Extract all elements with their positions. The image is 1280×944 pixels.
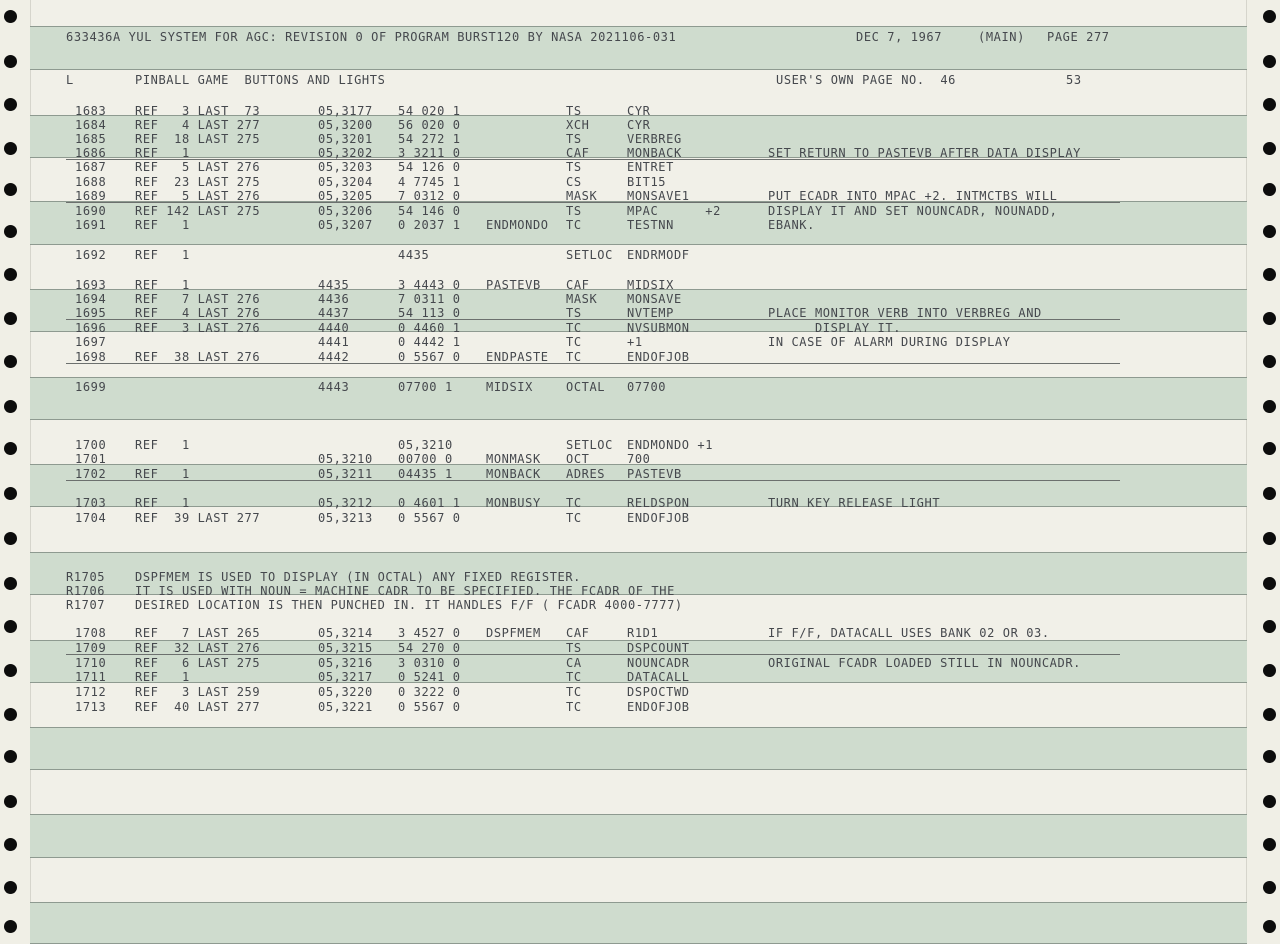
row-octal-code: 0 3222 0 [398, 685, 461, 699]
row-address: 05,3210 [318, 452, 373, 466]
row-ref-info: REF 5 LAST 276 [135, 160, 261, 174]
row-line-number: 1696 [75, 321, 107, 335]
tractor-hole [4, 442, 17, 455]
row-opcode: TC [566, 350, 582, 364]
remark-text: DESIRED LOCATION IS THEN PUNCHED IN. IT HANDLES F/F ( FCADR 4000-7777) [135, 598, 683, 612]
row-address: 05,3212 [318, 496, 373, 510]
row-line-number: 1711 [75, 670, 107, 684]
header-date: DEC 7, 1967 [856, 30, 943, 44]
row-operand: MONSAVE1 [627, 189, 690, 203]
row-opcode: TS [566, 104, 582, 118]
row-address: 05,3217 [318, 670, 373, 684]
row-label: ENDMONDO [486, 218, 549, 232]
row-ref-info: REF 7 LAST 276 [135, 292, 261, 306]
header-main: (MAIN) [978, 30, 1025, 44]
row-octal-code: 7 0311 0 [398, 292, 461, 306]
row-address: 05,3211 [318, 467, 373, 481]
row-label: MONBUSY [486, 496, 541, 510]
row-operand: CYR [627, 104, 651, 118]
row-opcode: OCTAL [566, 380, 606, 394]
tractor-hole [1263, 532, 1276, 545]
row-operand: 07700 [627, 380, 667, 394]
row-operand: MONBACK [627, 146, 682, 160]
row-line-number: 1702 [75, 467, 107, 481]
row-ref-info: REF 1 [135, 670, 190, 684]
row-operand: DSPCOUNT [627, 641, 690, 655]
row-octal-code: 0 2037 1 [398, 218, 461, 232]
row-comment: IF F/F, DATACALL USES BANK 02 OR 03. [768, 626, 1050, 640]
tractor-hole [4, 532, 17, 545]
tractor-hole [4, 620, 17, 633]
row-comment: DISPLAY IT. [768, 321, 902, 335]
row-ref-info: REF 1 [135, 438, 190, 452]
tractor-hole [4, 795, 17, 808]
subheader-user-page: USER'S OWN PAGE NO. 46 [776, 73, 956, 87]
row-opcode: TS [566, 306, 582, 320]
row-ref-info: REF 3 LAST 276 [135, 321, 261, 335]
tractor-hole [1263, 312, 1276, 325]
row-line-number: 1701 [75, 452, 107, 466]
row-comment: PLACE MONITOR VERB INTO VERBREG AND [768, 306, 1042, 320]
row-operand: PASTEVB [627, 467, 682, 481]
row-operand: 700 [627, 452, 651, 466]
tractor-hole [1263, 708, 1276, 721]
row-opcode: OCT [566, 452, 590, 466]
row-line-number: 1709 [75, 641, 107, 655]
row-address: 05,3214 [318, 626, 373, 640]
tractor-hole [1263, 10, 1276, 23]
tractor-hole [1263, 750, 1276, 763]
row-operand: ENDOFJOB [627, 700, 690, 714]
row-opcode: CA [566, 656, 582, 670]
tractor-hole [4, 708, 17, 721]
row-line-number: 1684 [75, 118, 107, 132]
row-comment: IN CASE OF ALARM DURING DISPLAY [768, 335, 1011, 349]
row-ref-info: REF 38 LAST 276 [135, 350, 261, 364]
row-opcode: TS [566, 641, 582, 655]
print-underline [66, 319, 1120, 320]
row-comment: EBANK. [768, 218, 815, 232]
tractor-hole [1263, 838, 1276, 851]
row-operand: NVTEMP [627, 306, 674, 320]
row-address: 4440 [318, 321, 350, 335]
row-ref-info: REF 3 LAST 73 [135, 104, 261, 118]
row-comment: ORIGINAL FCADR LOADED STILL IN NOUNCADR. [768, 656, 1081, 670]
row-comment: SET RETURN TO PASTEVB AFTER DATA DISPLAY [768, 146, 1081, 160]
row-address: 4437 [318, 306, 350, 320]
row-address: 05,3220 [318, 685, 373, 699]
tractor-hole [1263, 355, 1276, 368]
subheader-num: 53 [1066, 73, 1082, 87]
row-opcode: TS [566, 160, 582, 174]
row-octal-code: 05,3210 [398, 438, 453, 452]
row-octal-code: 0 5567 0 [398, 350, 461, 364]
row-operand: MONSAVE [627, 292, 682, 306]
row-octal-code: 7 0312 0 [398, 189, 461, 203]
row-line-number: 1699 [75, 380, 107, 394]
row-line-number: 1687 [75, 160, 107, 174]
row-address: 4441 [318, 335, 350, 349]
row-line-number: 1694 [75, 292, 107, 306]
tractor-hole [1263, 620, 1276, 633]
row-opcode: TC [566, 496, 582, 510]
row-opcode: MASK [566, 292, 598, 306]
row-opcode: CS [566, 175, 582, 189]
row-address: 4442 [318, 350, 350, 364]
row-line-number: 1713 [75, 700, 107, 714]
row-address: 05,3177 [318, 104, 373, 118]
row-comment: DISPLAY IT AND SET NOUNCADR, NOUNADD, [768, 204, 1058, 218]
tractor-hole [1263, 920, 1276, 933]
row-octal-code: 0 4442 1 [398, 335, 461, 349]
left-tractor-holes [0, 0, 28, 944]
row-address: 05,3206 [318, 204, 373, 218]
remark-text: DSPFMEM IS USED TO DISPLAY (IN OCTAL) ANY FIXED REGISTER. [135, 570, 582, 584]
print-underline [66, 363, 1120, 364]
right-tractor-holes [1252, 0, 1280, 944]
row-opcode: TC [566, 218, 582, 232]
row-line-number: 1708 [75, 626, 107, 640]
tractor-hole [1263, 400, 1276, 413]
row-octal-code: 0 4460 1 [398, 321, 461, 335]
row-operand: ENTRET [627, 160, 674, 174]
row-address: 4435 [318, 278, 350, 292]
tractor-hole [1263, 664, 1276, 677]
row-operand: +1 [627, 335, 643, 349]
row-octal-code: 04435 1 [398, 467, 453, 481]
row-opcode: TC [566, 511, 582, 525]
row-line-number: 1685 [75, 132, 107, 146]
row-label: MIDSIX [486, 380, 533, 394]
row-address: 4443 [318, 380, 350, 394]
row-ref-info: REF 1 [135, 248, 190, 262]
remark-number: R1707 [66, 598, 106, 612]
row-address: 05,3201 [318, 132, 373, 146]
row-line-number: 1690 [75, 204, 107, 218]
row-operand: ENDRMODF [627, 248, 690, 262]
tractor-hole [4, 98, 17, 111]
tractor-hole [1263, 268, 1276, 281]
row-operand: MPAC +2 [627, 204, 721, 218]
row-octal-code: 3 4443 0 [398, 278, 461, 292]
row-opcode: MASK [566, 189, 598, 203]
row-octal-code: 3 0310 0 [398, 656, 461, 670]
row-octal-code: 54 272 1 [398, 132, 461, 146]
row-opcode: SETLOC [566, 248, 613, 262]
row-line-number: 1683 [75, 104, 107, 118]
row-opcode: TS [566, 132, 582, 146]
row-address: 05,3203 [318, 160, 373, 174]
subheader-l: L [66, 73, 74, 87]
row-octal-code: 0 5567 0 [398, 700, 461, 714]
row-address: 05,3205 [318, 189, 373, 203]
row-ref-info: REF 6 LAST 275 [135, 656, 261, 670]
row-operand: ENDOFJOB [627, 511, 690, 525]
tractor-hole [1263, 881, 1276, 894]
row-operand: DSPOCTWD [627, 685, 690, 699]
row-address: 05,3221 [318, 700, 373, 714]
row-opcode: XCH [566, 118, 590, 132]
row-line-number: 1688 [75, 175, 107, 189]
row-octal-code: 07700 1 [398, 380, 453, 394]
tractor-hole [4, 487, 17, 500]
row-line-number: 1695 [75, 306, 107, 320]
row-label: MONMASK [486, 452, 541, 466]
row-octal-code: 54 146 0 [398, 204, 461, 218]
row-opcode: SETLOC [566, 438, 613, 452]
row-opcode: TC [566, 670, 582, 684]
tractor-hole [4, 920, 17, 933]
row-opcode: TC [566, 700, 582, 714]
row-ref-info: REF 1 [135, 278, 190, 292]
row-comment: TURN KEY RELEASE LIGHT [768, 496, 941, 510]
row-label: ENDPASTE [486, 350, 549, 364]
tractor-hole [4, 664, 17, 677]
row-opcode: CAF [566, 146, 590, 160]
tractor-hole [4, 355, 17, 368]
row-ref-info: REF 1 [135, 218, 190, 232]
row-octal-code: 0 5241 0 [398, 670, 461, 684]
row-ref-info: REF 1 [135, 146, 190, 160]
row-ref-info: REF 4 LAST 277 [135, 118, 261, 132]
row-ref-info: REF 3 LAST 259 [135, 685, 261, 699]
row-operand: NVSUBMON [627, 321, 690, 335]
row-opcode: CAF [566, 278, 590, 292]
tractor-hole [1263, 577, 1276, 590]
row-octal-code: 4 7745 1 [398, 175, 461, 189]
row-octal-code: 4435 [398, 248, 430, 262]
tractor-hole [4, 55, 17, 68]
row-line-number: 1686 [75, 146, 107, 160]
row-octal-code: 54 270 0 [398, 641, 461, 655]
row-octal-code: 3 3211 0 [398, 146, 461, 160]
row-address: 4436 [318, 292, 350, 306]
subheader-title: PINBALL GAME BUTTONS AND LIGHTS [135, 73, 386, 87]
row-opcode: ADRES [566, 467, 606, 481]
row-octal-code: 3 4527 0 [398, 626, 461, 640]
row-ref-info: REF 4 LAST 276 [135, 306, 261, 320]
tractor-hole [1263, 142, 1276, 155]
row-ref-info: REF 1 [135, 467, 190, 481]
row-line-number: 1689 [75, 189, 107, 203]
print-underline [66, 480, 1120, 481]
row-operand: ENDOFJOB [627, 350, 690, 364]
row-octal-code: 0 4601 1 [398, 496, 461, 510]
row-line-number: 1703 [75, 496, 107, 510]
print-underline [66, 202, 1120, 203]
row-octal-code: 54 020 1 [398, 104, 461, 118]
green-bar [30, 902, 1247, 944]
tractor-hole [4, 225, 17, 238]
tractor-hole [4, 268, 17, 281]
row-octal-code: 0 5567 0 [398, 511, 461, 525]
row-line-number: 1700 [75, 438, 107, 452]
green-bar [30, 727, 1247, 770]
row-line-number: 1710 [75, 656, 107, 670]
row-operand: VERBREG [627, 132, 682, 146]
row-address: 05,3213 [318, 511, 373, 525]
row-opcode: TC [566, 321, 582, 335]
tractor-hole [1263, 183, 1276, 196]
row-ref-info: REF 39 LAST 277 [135, 511, 261, 525]
row-line-number: 1692 [75, 248, 107, 262]
row-label: MONBACK [486, 467, 541, 481]
tractor-hole [4, 142, 17, 155]
remark-number: R1706 [66, 584, 106, 598]
tractor-hole [1263, 55, 1276, 68]
row-address: 05,3216 [318, 656, 373, 670]
header-title: 633436A YUL SYSTEM FOR AGC: REVISION 0 OF PROGRAM BURST120 BY NASA 2021106-031 [66, 30, 677, 44]
row-opcode: TC [566, 335, 582, 349]
row-line-number: 1698 [75, 350, 107, 364]
row-address: 05,3207 [318, 218, 373, 232]
remark-text: IT IS USED WITH NOUN = MACHINE CADR TO BE SPECIFIED. THE FCADR OF THE [135, 584, 675, 598]
green-bar [30, 814, 1247, 858]
row-operand: NOUNCADR [627, 656, 690, 670]
row-ref-info: REF 40 LAST 277 [135, 700, 261, 714]
tractor-hole [1263, 98, 1276, 111]
row-ref-info: REF 23 LAST 275 [135, 175, 261, 189]
row-operand: DATACALL [627, 670, 690, 684]
row-operand: R1D1 [627, 626, 659, 640]
row-ref-info: REF 7 LAST 265 [135, 626, 261, 640]
row-operand: MIDSIX [627, 278, 674, 292]
row-line-number: 1704 [75, 511, 107, 525]
row-octal-code: 00700 0 [398, 452, 453, 466]
row-octal-code: 54 113 0 [398, 306, 461, 320]
tractor-hole [4, 881, 17, 894]
tractor-hole [1263, 442, 1276, 455]
row-comment: PUT ECADR INTO MPAC +2. INTMCTBS WILL [768, 189, 1058, 203]
tractor-hole [4, 10, 17, 23]
print-underline [66, 654, 1120, 655]
row-address: 05,3202 [318, 146, 373, 160]
tractor-hole [1263, 795, 1276, 808]
header-page: PAGE 277 [1047, 30, 1110, 44]
tractor-hole [1263, 225, 1276, 238]
row-ref-info: REF 18 LAST 275 [135, 132, 261, 146]
row-opcode: TS [566, 204, 582, 218]
tractor-hole [4, 750, 17, 763]
tractor-hole [4, 312, 17, 325]
remark-number: R1705 [66, 570, 106, 584]
row-opcode: TC [566, 685, 582, 699]
row-opcode: CAF [566, 626, 590, 640]
row-line-number: 1691 [75, 218, 107, 232]
row-operand: CYR [627, 118, 651, 132]
row-ref-info: REF 5 LAST 276 [135, 189, 261, 203]
row-octal-code: 54 126 0 [398, 160, 461, 174]
row-address: 05,3215 [318, 641, 373, 655]
row-operand: ENDMONDO +1 [627, 438, 714, 452]
tractor-hole [1263, 487, 1276, 500]
row-label: PASTEVB [486, 278, 541, 292]
row-ref-info: REF 32 LAST 276 [135, 641, 261, 655]
row-line-number: 1693 [75, 278, 107, 292]
row-line-number: 1712 [75, 685, 107, 699]
row-operand: RELDSPON [627, 496, 690, 510]
row-address: 05,3200 [318, 118, 373, 132]
row-operand: BIT15 [627, 175, 667, 189]
row-octal-code: 56 020 0 [398, 118, 461, 132]
tractor-hole [4, 838, 17, 851]
row-line-number: 1697 [75, 335, 107, 349]
row-operand: TESTNN [627, 218, 674, 232]
tractor-hole [4, 577, 17, 590]
row-ref-info: REF 1 [135, 496, 190, 510]
tractor-hole [4, 400, 17, 413]
row-ref-info: REF 142 LAST 275 [135, 204, 261, 218]
tractor-hole [4, 183, 17, 196]
row-label: DSPFMEM [486, 626, 541, 640]
row-address: 05,3204 [318, 175, 373, 189]
